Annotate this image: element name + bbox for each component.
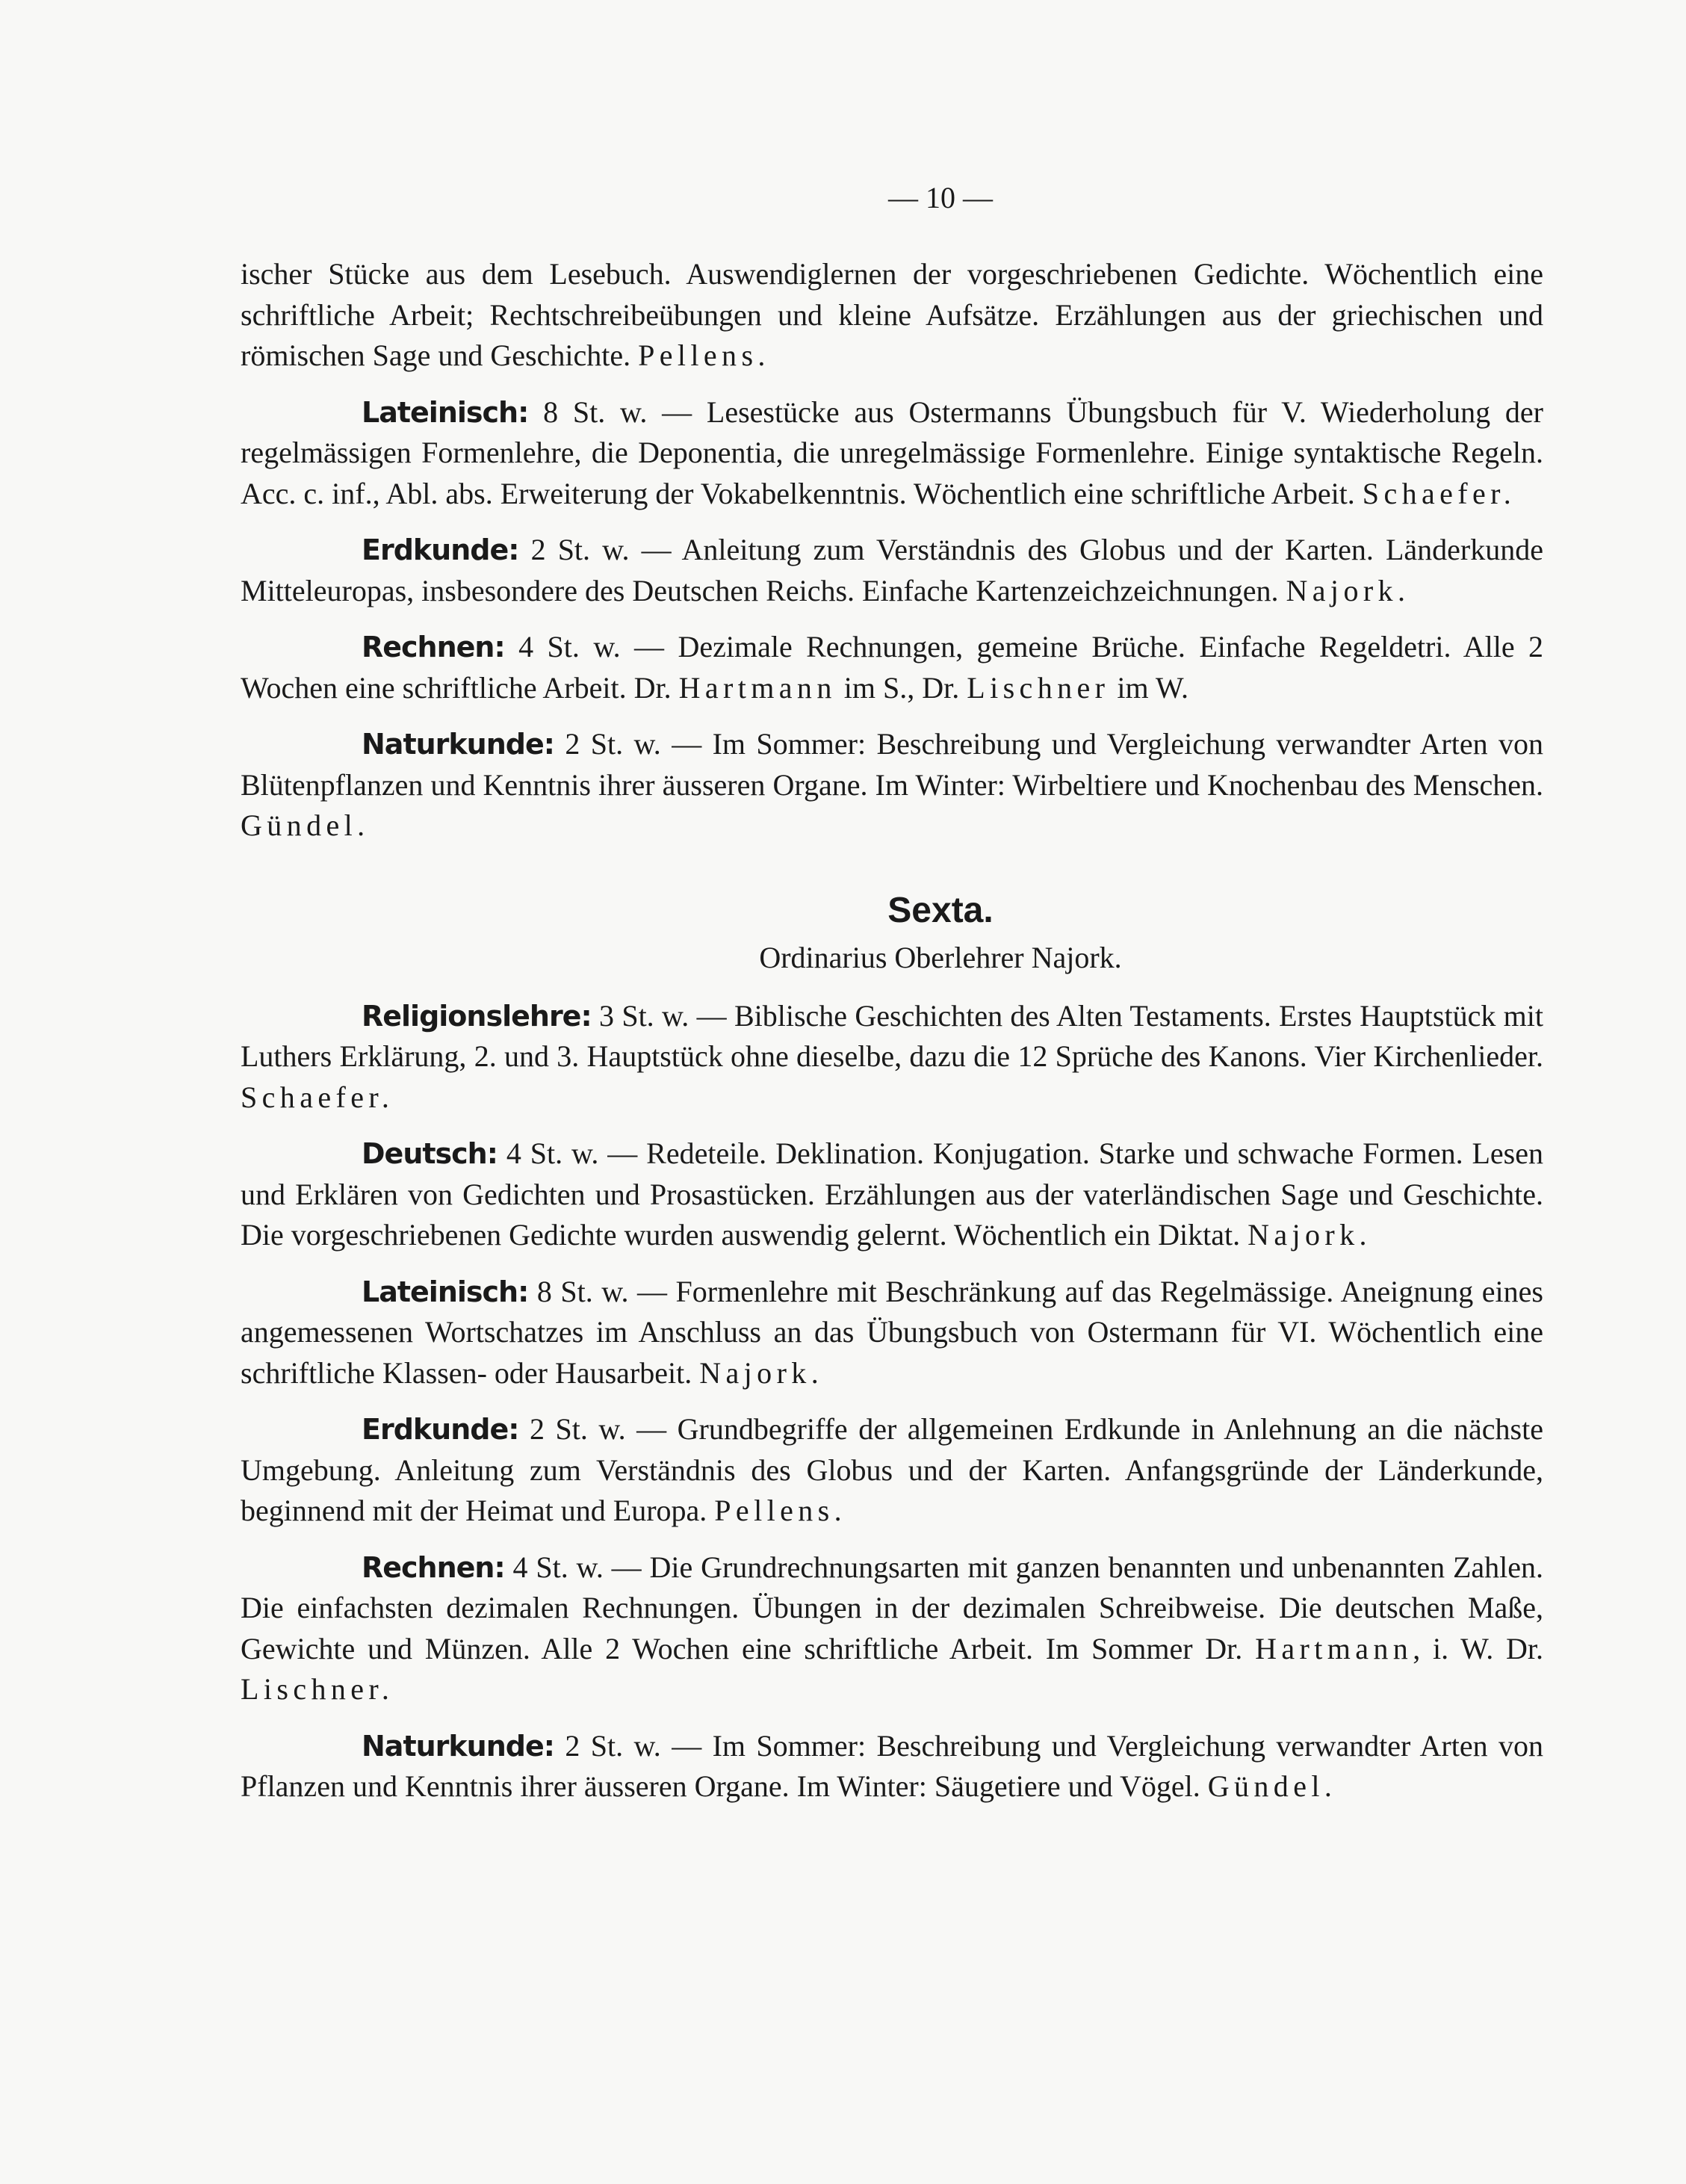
teacher-name: Schaefer. [1362, 476, 1516, 510]
section-title: Sexta. [887, 890, 994, 930]
teacher-name: Pellens. [638, 338, 770, 372]
paragraph-text: im W. [1109, 670, 1188, 705]
paragraph [241, 1409, 1543, 1532]
teacher-name: Schaefer. [241, 1080, 394, 1114]
teacher-name: Najork. [1286, 573, 1410, 607]
paragraph [241, 1547, 1543, 1710]
paragraph-text: 2 St. w. — Im Sommer: Beschreibung und Vergleichung verwandter Arten von Pflanzen und Kenntnis ihrer äusseren Organe. Im Winter: Säugetiere und Vögel. [241, 1728, 1543, 1803]
subject-heading: Lateinisch: [362, 395, 529, 429]
subject-heading: Rechnen: [362, 631, 505, 663]
subject-heading: Religionslehre: [362, 999, 592, 1033]
section-sexta [241, 890, 1543, 975]
paragraph [241, 1133, 1543, 1256]
paragraph [241, 724, 1543, 847]
paragraph [241, 530, 1543, 611]
paragraph-text: 2 St. w. — Grundbegriffe der allgemeinen Erdkunde in Anlehnung an die nächste Umgebung. Anleitung zum Verständnis des Globus und der Karten. Anfangsgründe der Länderkunde, beginnend mit der Heimat und Europa. [241, 1412, 1543, 1527]
teacher-name: Najork. [699, 1355, 824, 1390]
paragraph-text: 4 St. w. — Die Grundrechnungsarten mit ganzen benannten und unbenannten Zahlen. Die einfachsten dezimalen Rechnungen. Übungen in der dezimalen Schreibweise. Die deutschen Maße, Gewichte und Münzen. Alle 2 Wochen eine schriftliche Arbeit. Im Sommer Dr. [241, 1550, 1543, 1665]
section-ordinarius: Ordinarius Oberlehrer Najork. [759, 940, 1122, 974]
paragraph-text: 8 St. w. — Formenlehre mit Beschränkung auf das Regelmässige. Aneignung eines angemessenen Wortschatzes im Anschluss an das Übungsbuch von Ostermann für VI. Wöchentlich eine schriftliche Klassen- oder Hausarbeit. [241, 1274, 1543, 1390]
subject-heading: Naturkunde: [362, 728, 554, 761]
paragraph-text: 8 St. w. — Lesestücke aus Ostermanns Übungsbuch für V. Wiederholung der regelmässigen Formenlehre, die Deponentia, die unregelmässige Formenlehre. Einige syntaktische Regeln. Acc. c. inf., Abl. abs. Erweiterung der Vokabelkenntnis. Wöchentlich eine schriftliche Arbeit. [241, 395, 1543, 510]
paragraph-text: , i. W. Dr. [1413, 1631, 1543, 1665]
paragraph-text: 4 St. w. — Redeteile. Deklination. Konjugation. Starke und schwache Formen. Lesen und Erklären von Gedichten und Prosastücken. Erzählungen aus der vaterländischen Sage und Geschichte. Die vorgeschriebenen Gedichte wurden auswendig gelernt. Wöchentlich ein Diktat. [241, 1136, 1543, 1252]
sexta-body [241, 996, 1543, 1807]
paragraph [241, 627, 1543, 708]
paragraph [241, 996, 1543, 1119]
subject-heading: Erdkunde: [362, 533, 519, 566]
paragraph [241, 1726, 1543, 1807]
subject-heading: Deutsch: [362, 1137, 498, 1170]
page-number: — 10 — [888, 181, 993, 214]
paragraph-text: 4 St. w. — Dezimale Rechnungen, gemeine Brüche. Einfache Regeldetri. Alle 2 Wochen eine schriftliche Arbeit. Dr. [241, 630, 1543, 705]
quinta-continued-body [241, 254, 1543, 847]
paragraph [241, 1272, 1543, 1394]
paragraph-text: ischer Stücke aus dem Lesebuch. Auswendiglernen der vorgeschriebenen Gedichte. Wöchentlich eine schriftliche Arbeit; Rechtschreibeübungen und kleine Aufsätze. Erzählungen aus der griechischen und römischen Sage und Geschichte. [241, 257, 1543, 372]
teacher-name: Gündel. [241, 808, 370, 842]
subject-heading: Rechnen: [362, 1550, 505, 1584]
teacher-name: Lischner [967, 670, 1110, 705]
paragraph [241, 254, 1543, 377]
paragraph-text: 2 St. w. — Im Sommer: Beschreibung und Vergleichung verwandter Arten von Blütenpflanzen und Kenntnis ihrer äusseren Organe. Im Winter: Wirbeltiere und Knochenbau des Menschen. [241, 727, 1543, 802]
subject-heading: Lateinisch: [362, 1275, 529, 1308]
teacher-name: Najork. [1248, 1218, 1372, 1252]
subject-heading: Erdkunde: [362, 1413, 519, 1446]
paragraph-text: 3 St. w. — Biblische Geschichten des Alten Testaments. Erstes Hauptstück mit Luthers Erklärung, 2. und 3. Hauptstück ohne dieselbe, dazu die 12 Sprüche des Kanons. Vier Kirchenlieder. [241, 998, 1543, 1073]
subject-heading: Naturkunde: [362, 1729, 554, 1763]
teacher-name: Pellens. [714, 1494, 847, 1527]
paragraph-text: 2 St. w. — Anleitung zum Verständnis des Globus und der Karten. Länderkunde Mitteleuropas, insbesondere des Deutschen Reichs. Einfache Kartenzeichzeichnungen. [241, 533, 1543, 607]
paragraph-text: im S., Dr. [836, 670, 967, 705]
paragraph [241, 392, 1543, 515]
teacher-name: Lischner. [241, 1672, 394, 1706]
teacher-name: Gündel. [1207, 1769, 1337, 1803]
teacher-name: Hartmann [1255, 1631, 1413, 1665]
teacher-name: Hartmann [678, 670, 837, 705]
